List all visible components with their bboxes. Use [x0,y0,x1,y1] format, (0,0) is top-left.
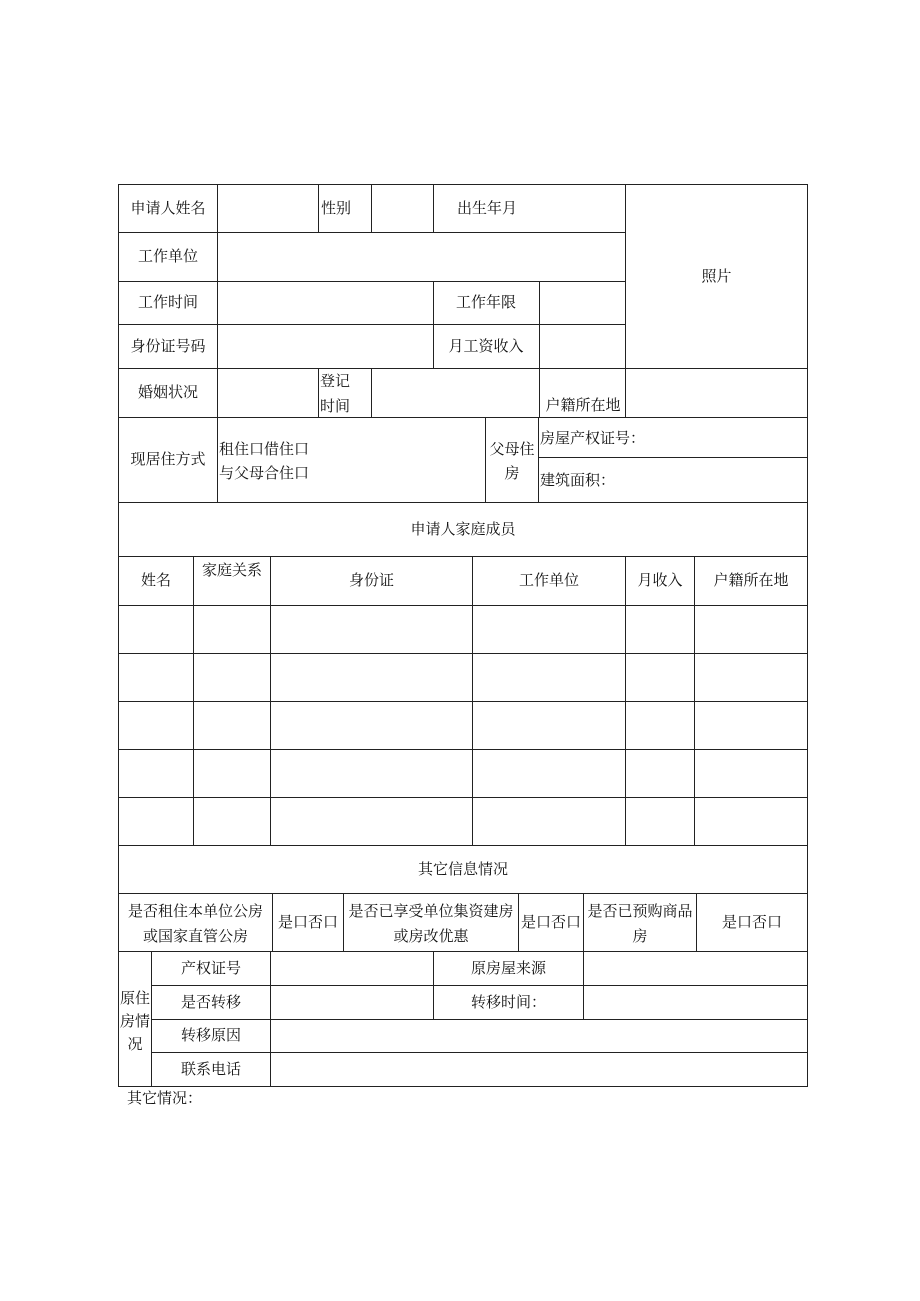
original-housing-label-line3: 况 [127,1034,143,1053]
register-time-label-line2: 时间 [320,397,351,415]
work-time-label: 工作时间 [137,293,198,311]
rule [318,368,319,417]
parents-house-label-line2: 房 [504,464,520,482]
rule [118,653,808,654]
original-housing-label-line1: 原住 [119,988,150,1007]
transfer-time-label: 转移时间： [470,992,546,1011]
q1-answer: 是口否口 [277,912,338,931]
property-cert-label: 房屋产权证号： [540,428,646,447]
photo-label: 照片 [701,266,732,285]
q1-line1: 是否租住本单位公房 [127,902,263,920]
contact-phone-label: 联系电话 [180,1060,241,1078]
other-info-title: 其它信息情况 [417,859,508,878]
family-col-relation: 家庭关系 [201,561,262,579]
transfer-reason-label: 转移原因 [180,1026,241,1044]
q3-line1: 是否已预购商品 [587,902,693,920]
rule [118,417,808,418]
work-years-label: 工作年限 [455,293,516,311]
q2-answer: 是口否口 [520,912,581,931]
other-circumstances-label: 其它情况： [127,1088,203,1107]
family-col-household: 户籍所在地 [713,571,789,589]
q3-line2: 房 [632,927,648,945]
original-source-label: 原房屋来源 [470,958,546,977]
family-col-name: 姓名 [140,571,171,589]
residence-options-line1: 租住口借住口 [219,440,310,458]
original-cert-label: 产权证号 [180,958,241,977]
q1-line2: 或国家直管公房 [142,927,248,945]
household-registration-label: 户籍所在地 [545,395,621,414]
residence-options-line2: 与父母合住口 [219,464,310,482]
register-time-label-line1: 登记 [320,372,351,390]
marital-status-label: 婚姻状况 [137,383,198,401]
transfer-label: 是否转移 [180,992,241,1011]
rule [371,184,372,232]
rule [118,605,808,606]
building-area-label: 建筑面积： [540,470,616,489]
rule [118,797,808,798]
rule [118,368,808,369]
applicant-name-label: 申请人姓名 [130,198,206,217]
family-members-title: 申请人家庭成员 [410,519,516,538]
q2-line2: 或房改优惠 [393,927,469,945]
id-number-label: 身份证号码 [130,336,206,355]
rule [538,457,808,458]
family-col-id: 身份证 [348,571,394,589]
monthly-salary-label: 月工资收入 [448,336,524,355]
parents-house-label-line1: 父母住 [489,440,535,458]
rule [118,701,808,702]
rule [538,417,539,502]
rule [118,749,808,750]
family-col-work-unit: 工作单位 [518,571,579,589]
q3-answer: 是口否口 [721,912,782,931]
residence-mode-label: 现居住方式 [130,450,206,468]
birth-date-label: 出生年月 [456,198,517,217]
q2-line1: 是否已享受单位集资建房 [348,902,514,920]
rule [539,281,540,368]
work-unit-label: 工作单位 [137,247,198,265]
family-col-monthly-income: 月收入 [637,571,683,589]
gender-label: 性别 [321,198,352,217]
rule [318,184,319,232]
original-housing-label-line2: 房情 [119,1011,150,1030]
